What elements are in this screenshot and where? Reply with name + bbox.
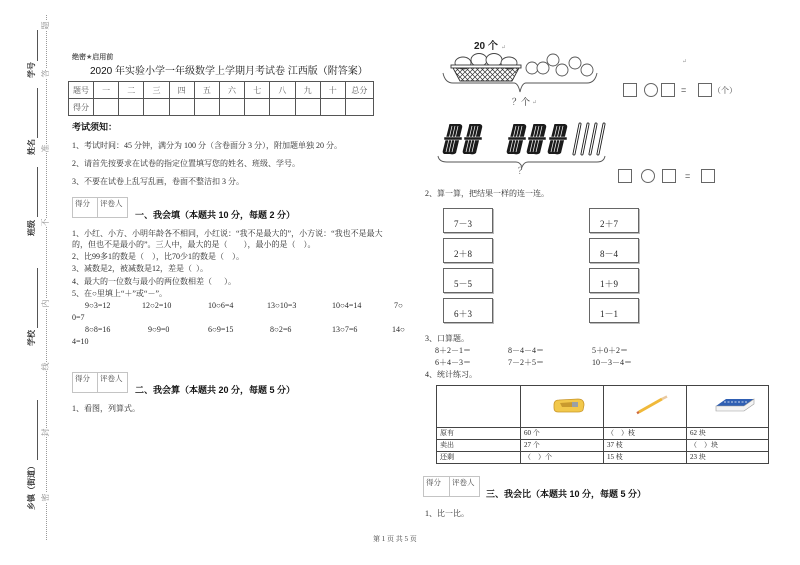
return-mark: ↵ (532, 100, 538, 106)
pencil-sharpener-icon (552, 397, 586, 414)
section-3-title: 三、我会比（本题共 10 分，每题 5 分） (486, 489, 647, 499)
score-cell[interactable] (245, 99, 270, 116)
row-label: 原有 (437, 428, 521, 440)
question-2-1: 1、看图，列算式。 (72, 404, 140, 413)
notice-item: 3、不要在试卷上乱写乱画，卷面不整洁扣 3 分。 (72, 177, 244, 186)
fill-operator-item: 12○2=10 (142, 301, 172, 310)
grader-box-section-3[interactable] (423, 476, 480, 497)
fill-operator-item: 7○ (394, 301, 403, 310)
school-field[interactable] (37, 268, 38, 328)
mental-math-item: 6＋4－3＝ (435, 358, 471, 367)
question-2-4: 4、统计练习。 (425, 370, 477, 379)
notice-title: 考试须知： (72, 122, 118, 132)
row-label: 还剩 (437, 452, 521, 464)
question-2-3: 3、口算题。 (425, 334, 469, 343)
return-mark: ↵ (501, 45, 507, 51)
class-label: 班级 (27, 220, 36, 236)
match-right-item[interactable]: 1＋9 (589, 268, 639, 293)
score-cell[interactable] (270, 99, 295, 116)
fill-operator-item: 13○7=6 (332, 325, 358, 334)
single-stick-icon (574, 124, 604, 154)
class-field[interactable] (37, 167, 38, 217)
match-left-item[interactable]: 2＋8 (443, 238, 493, 263)
student-id-label: 学号 (27, 62, 36, 78)
column-header: 八 (270, 82, 295, 99)
score-cell[interactable] (94, 99, 119, 116)
answer-box[interactable] (623, 83, 637, 97)
column-header: 三 (144, 82, 169, 99)
column-header: 四 (169, 82, 194, 99)
basket-count-label: 20 个 (474, 41, 498, 52)
empty-corner-cell (437, 386, 521, 428)
fill-operator-item: 10○4=14 (332, 301, 362, 310)
fill-operator-item: 9○9=0 (148, 325, 170, 334)
operator-circle[interactable] (644, 83, 658, 97)
total-question-label: ？个 (512, 97, 531, 107)
score-cell[interactable] (119, 99, 144, 116)
score-table (68, 81, 374, 116)
secret-label: 绝密★启用前 (72, 54, 114, 61)
grader-label: 评卷人 (449, 477, 479, 496)
match-left-item[interactable]: 7－3 (443, 208, 493, 233)
column-header: 九 (295, 82, 320, 99)
equals-sign: = (685, 171, 691, 181)
grader-box-section-2[interactable] (72, 372, 128, 393)
match-right-item[interactable]: 2＋7 (589, 208, 639, 233)
score-cell[interactable] (169, 99, 194, 116)
student-id-field[interactable] (37, 30, 38, 61)
column-header: 二 (119, 82, 144, 99)
match-right-item[interactable]: 8－4 (589, 238, 639, 263)
seal-char: 内 (41, 299, 50, 308)
score-label: 得分 (426, 478, 441, 487)
loose-eggs-icon (526, 54, 593, 76)
answer-box[interactable] (618, 169, 632, 183)
question-1-4: 4、最大的一位数与最小的两位数相差（ ）。 (72, 277, 236, 286)
fill-operator-item-wrap: 4=10 (72, 337, 89, 346)
grader-label: 评卷人 (97, 373, 127, 392)
sticks-question-mark: ？ (518, 166, 528, 176)
section-2-title: 二、我会算（本题共 20 分，每题 5 分） (135, 385, 296, 395)
fill-operator-item-wrap: 0=7 (72, 313, 85, 322)
seal-char: 不 (41, 218, 50, 227)
score-table-score-row (69, 99, 374, 116)
stick-bundles-illustration (435, 118, 611, 170)
seal-dotted-line (46, 15, 47, 540)
seal-char: 密 (41, 493, 50, 502)
eraser-icon (714, 396, 756, 414)
fill-operator-item: 9○3=12 (85, 301, 111, 310)
seal-char: 准 (41, 144, 50, 153)
stats-cell-blank[interactable]: （ ）枝 (604, 428, 687, 440)
mental-math-item: 10－3－4＝ (592, 358, 632, 367)
stats-row-sold (437, 440, 769, 452)
score-cell[interactable] (144, 99, 169, 116)
match-left-item[interactable]: 5－5 (443, 268, 493, 293)
stats-row-remaining (437, 452, 769, 464)
score-label: 得分 (75, 199, 90, 208)
answer-box[interactable] (662, 169, 676, 183)
seal-char: 封 (41, 428, 50, 437)
equals-sign: = (681, 85, 687, 95)
page-title: 2020 年实验小学一年级数学上学期月考试卷 江西版（附答案） (90, 66, 368, 77)
column-header: 五 (194, 82, 219, 99)
fill-operator-item: 13○10=3 (267, 301, 297, 310)
unit-label: （个） (713, 86, 737, 95)
column-header: 一 (94, 82, 119, 99)
item-image-cell (687, 386, 769, 428)
fill-operator-item: 6○9=15 (208, 325, 234, 334)
page-number: 第 1 页 共 5 页 (373, 535, 417, 543)
stats-cell: 37 枝 (604, 440, 687, 452)
mental-math-item: 8＋2－1＝ (435, 346, 471, 355)
fill-operator-item: 8○8=16 (85, 325, 111, 334)
operator-circle[interactable] (641, 169, 655, 183)
name-label: 姓名 (27, 139, 36, 155)
seal-char: 答 (41, 69, 50, 78)
question-2-2: 2、算一算，把结果一样的连一连。 (425, 189, 549, 198)
score-cell[interactable] (219, 99, 244, 116)
basket-with-eggs-illustration (435, 42, 600, 100)
return-mark: ↵ (682, 59, 688, 65)
grader-label: 评卷人 (97, 198, 127, 217)
column-header: 总分 (345, 82, 373, 99)
row-header: 得分 (69, 99, 94, 116)
mental-math-item: 7－2＋5＝ (508, 358, 544, 367)
question-1-3: 3、减数是2，被减数是12，差是（ ）。 (72, 264, 208, 273)
row-header: 题号 (69, 82, 94, 99)
stats-cell: 15 枝 (604, 452, 687, 464)
binding-margin (0, 10, 60, 545)
stats-cell: 62 块 (687, 428, 769, 440)
notice-item: 2、请首先按要求在试卷的指定位置填写您的姓名、班级、学号。 (72, 159, 300, 168)
question-3-1: 1、比一比。 (425, 509, 469, 518)
seal-char: 题 (41, 21, 50, 30)
stats-cell-blank[interactable]: （ ）个 (521, 452, 604, 464)
answer-box[interactable] (701, 169, 715, 183)
item-image-cell (521, 386, 604, 428)
question-1-1-line-1: 1、小红、小方、小明年龄各不相同，小红说：“我不是最大的”，小方说：“我也不是最大 (72, 229, 383, 238)
score-cell[interactable] (295, 99, 320, 116)
question-1-1-line-2: 的，但也不是最小的”。三人中，最大的是（ ），最小的是（ ）。 (72, 240, 316, 249)
column-header: 六 (219, 82, 244, 99)
match-right-item[interactable]: 1－1 (589, 298, 639, 323)
fill-operator-item: 10○6=4 (208, 301, 234, 310)
answer-box[interactable] (661, 83, 675, 97)
stats-image-row (437, 386, 769, 428)
score-cell[interactable] (320, 99, 345, 116)
score-label: 得分 (75, 374, 90, 383)
seal-char: 线 (41, 362, 50, 371)
stats-cell-blank[interactable]: （ ）块 (687, 440, 769, 452)
item-image-cell (604, 386, 687, 428)
pencil-icon (635, 395, 669, 415)
basket-icon (451, 65, 521, 81)
match-left-item[interactable]: 6＋3 (443, 298, 493, 323)
score-table-header-row (69, 82, 374, 99)
township-field[interactable] (37, 400, 38, 460)
mental-math-item: 5＋0＋2＝ (592, 346, 628, 355)
answer-box[interactable] (698, 83, 712, 97)
fill-operator-item: 8○2=6 (270, 325, 292, 334)
stats-row-original (437, 428, 769, 440)
column-header: 十 (320, 82, 345, 99)
score-cell[interactable] (194, 99, 219, 116)
column-header: 七 (245, 82, 270, 99)
school-label: 学校 (27, 330, 36, 346)
grader-box-section-1[interactable] (72, 197, 128, 218)
bundle-of-ten-icon (443, 124, 568, 154)
township-label: 乡镇（街道） (27, 462, 36, 510)
row-label: 卖出 (437, 440, 521, 452)
stats-cell: 60 个 (521, 428, 604, 440)
stats-cell: 23 块 (687, 452, 769, 464)
score-cell[interactable] (345, 99, 373, 116)
fill-operator-item: 14○ (392, 325, 405, 334)
mental-math-item: 8－4－4＝ (508, 346, 544, 355)
name-field[interactable] (37, 88, 38, 138)
stats-table (436, 385, 769, 464)
question-1-5: 5、在○里填上“＋”或“－”。 (72, 289, 168, 298)
section-1-title: 一、我会填（本题共 10 分，每题 2 分） (135, 210, 296, 220)
question-1-2: 2、比99多1的数是（ ），比70少1的数是（ ）。 (72, 252, 244, 261)
stats-cell: 27 个 (521, 440, 604, 452)
notice-item: 1、考试时间：45 分钟，满分为 100 分（含卷面分 3 分），附加题单独 20 分。 (72, 141, 342, 150)
